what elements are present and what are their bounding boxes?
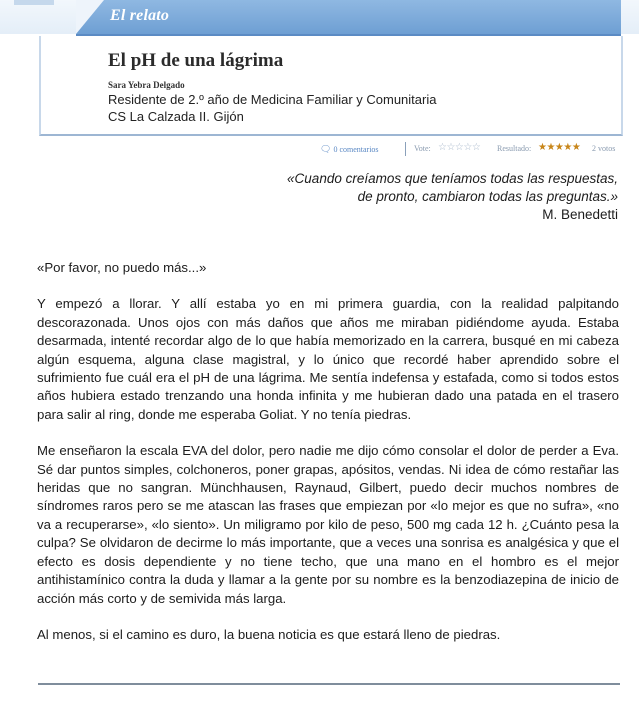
epigraph-line-2: de pronto, cambiaron todas las preguntas.» <box>357 189 618 204</box>
bottom-divider <box>38 683 620 685</box>
comment-bubble-icon: 🗨︎ <box>320 144 332 154</box>
votes-count: 2 votos <box>592 144 616 153</box>
author-affiliation-center: CS La Calzada II. Gijón <box>108 109 244 124</box>
result-star-icons: ★★★★★ <box>538 142 581 153</box>
author-affiliation-role: Residente de 2.º año de Medicina Familiar y Comunitaria <box>108 92 437 107</box>
paragraph-2: Y empezó a llorar. Y allí estaba yo en mi primera guardia, con la realidad palpitando descorazonada. Unos ojos con más daños que años me miraban pidiéndome ayuda. Estaba desarmada, intenté recordar algo de lo que había memorizado en la carrera, busqué en mi cabeza algún esquema, alguna clase magistral, y lo único que recordé haber aprendido sobre el sufrimiento fue cuál era el pH de una lágrima. Me sentía indefensa y estafada, como si todos estos años hubiera estado trenzando una honda infinita y me hubieran dado una patada en el trasero para salir al ring, donde me esperaba Goliat. Y no tenía piedras. <box>37 296 619 422</box>
article-title: El pH de una lágrima <box>108 50 284 71</box>
article-body <box>37 259 619 644</box>
corner-decoration <box>14 0 54 5</box>
meta-divider <box>405 142 406 156</box>
result-label: Resultado: <box>497 144 532 153</box>
comments-link[interactable] <box>320 144 379 155</box>
epigraph <box>198 170 618 224</box>
comments-count: 0 comentarios <box>333 145 379 154</box>
author-name: Sara Yebra Delgado <box>108 80 185 90</box>
article-meta-bar <box>320 144 620 158</box>
paragraph-4: Al menos, si el camino es duro, la buena noticia es que estará lleno de piedras. <box>37 626 501 642</box>
epigraph-line-1: «Cuando creíamos que teníamos todas las respuestas, <box>287 171 618 186</box>
epigraph-attribution: M. Benedetti <box>542 207 618 222</box>
vote-label: Vote: <box>414 144 431 153</box>
section-label: El relato <box>110 7 170 24</box>
vote-star-icons[interactable]: ☆☆☆☆☆ <box>438 142 481 153</box>
section-tab-notch <box>76 0 104 34</box>
paragraph-3: Me enseñaron la escala EVA del dolor, pero nadie me dijo cómo consolar el dolor de perder a Eva. Sé dar puntos simples, colchoneros, poner grapas, apósitos, vendas. Ni idea de cómo restañar las heridas que no sangran. Münchhausen, Raynaud, Gilbert, puedo decir muchos nombres de síndromes raros pero se me atascan las frases que empiezan por «lo mejor es que no sufra», «no va a recuperarse», «lo siento». Un miligramo por kilo de peso, 500 mg cada 12 h. ¿Cuánto pesa la culpa? Se olvidaron de decirme lo más importante, que a veces una sonrisa es analgésica y que el efecto es dosis dependiente y no tiene techo, que una mano en el hombro es el mejor antihistamínico contra la duda y llamar a la gente por su nombre es la benzodiazepina de inicio de acción más corto y de semivida más larga. <box>37 443 619 606</box>
paragraph-1: «Por favor, no puedo más...» <box>37 260 207 275</box>
